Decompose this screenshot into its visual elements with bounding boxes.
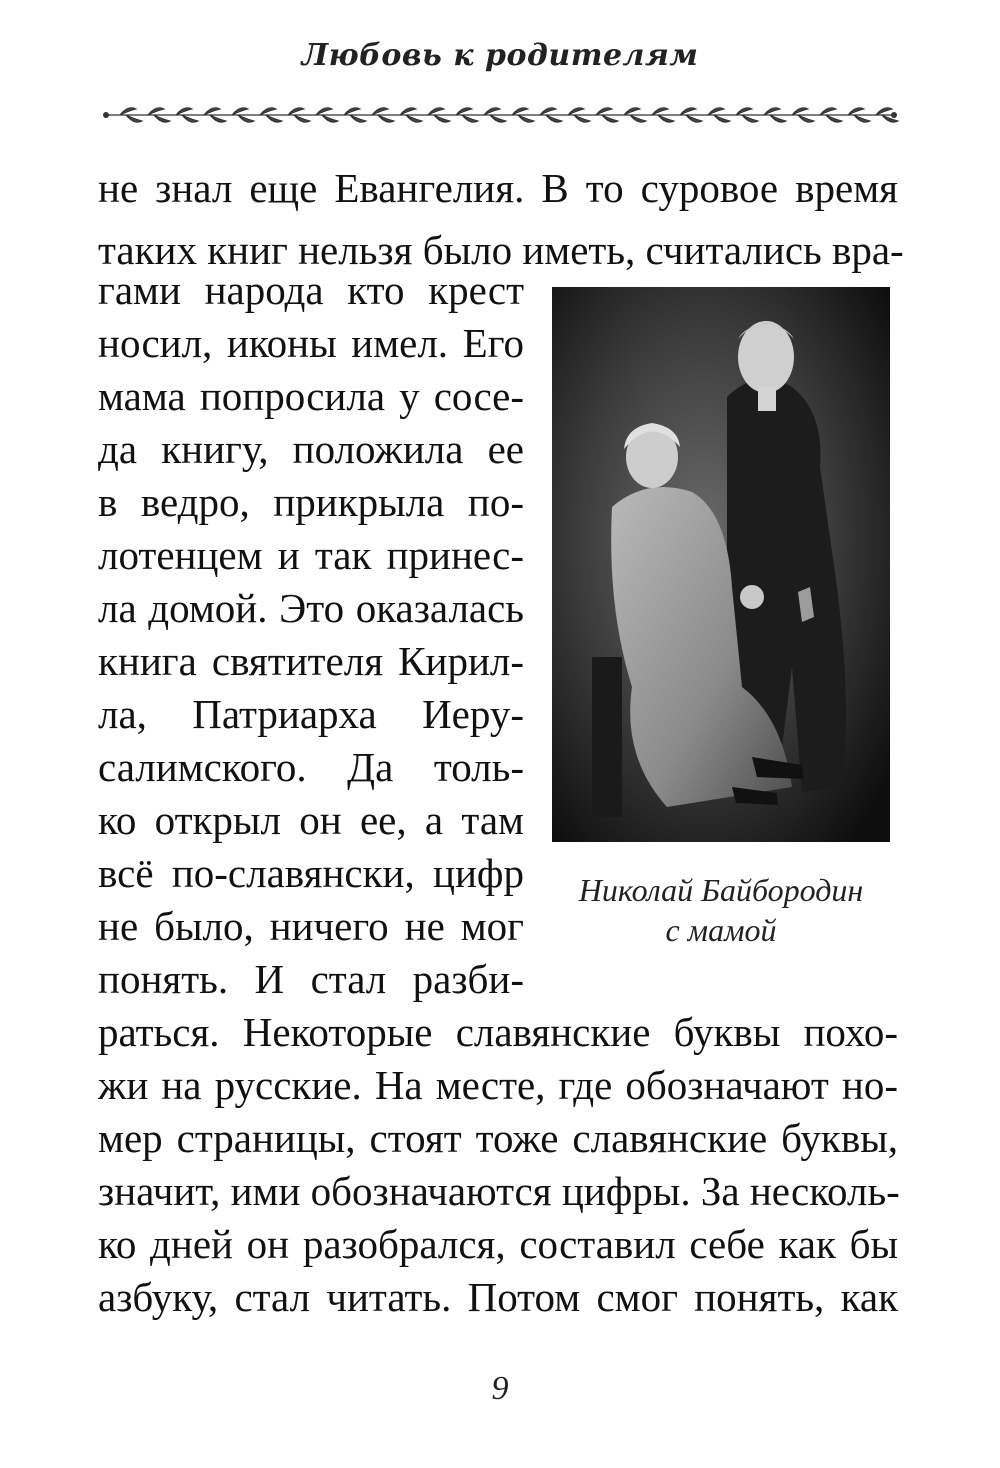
page-number: 9	[491, 1370, 509, 1407]
text-line: ко открыл он ее, а там	[98, 797, 524, 843]
leaf-ornament	[176, 108, 192, 115]
leaf-ornament	[764, 108, 780, 115]
text-line: не знал еще Евангелия. В то суровое время	[98, 165, 898, 211]
text-line: в ведро, прикрыла по-	[98, 479, 524, 525]
leaf-ornament	[204, 108, 220, 115]
leaf-ornament	[714, 115, 730, 122]
leaf-ornament	[686, 115, 702, 122]
leaf-ornament	[854, 115, 870, 122]
photo-illustration	[552, 287, 890, 842]
text-line: раться. Некоторые славянские буквы похо-	[98, 1009, 898, 1055]
leaf-ornament	[540, 108, 556, 115]
leaf-ornament	[826, 115, 842, 122]
text-line: значит, ими обозначаются цифры. За несколь-	[98, 1168, 900, 1214]
decorative-vine-divider	[100, 95, 900, 135]
leaf-ornament	[484, 108, 500, 115]
leaf-ornament	[456, 108, 472, 115]
leaf-ornament	[232, 108, 248, 115]
leaf-ornament	[848, 108, 864, 115]
leaf-ornament	[406, 115, 422, 122]
leaf-ornament	[434, 115, 450, 122]
leaf-ornament	[876, 108, 892, 115]
leaf-ornament	[798, 115, 814, 122]
leaf-ornament	[680, 108, 696, 115]
leaf-ornament	[316, 108, 332, 115]
text-line: мер страницы, стоят тоже славянские буквы,	[98, 1115, 898, 1161]
text-line: мама попросила у сосе-	[98, 373, 524, 419]
text-line: азбуку, стал читать. Потом смог понять, как	[98, 1274, 898, 1320]
leaf-ornament	[322, 115, 338, 122]
leaf-ornament	[350, 115, 366, 122]
leaf-ornament	[126, 115, 142, 122]
leaf-ornament	[462, 115, 478, 122]
text-line: жи на русские. На месте, где обозначают но-	[98, 1062, 898, 1108]
leaf-ornament	[210, 115, 226, 122]
leaf-ornament	[400, 108, 416, 115]
leaf-ornament	[512, 108, 528, 115]
leaf-ornament	[596, 108, 612, 115]
leaf-ornament	[490, 115, 506, 122]
leaf-ornament	[378, 115, 394, 122]
leaf-ornament	[568, 108, 584, 115]
leaf-ornament	[238, 115, 254, 122]
leaf-ornament	[266, 115, 282, 122]
text-line: ла домой. Это оказалась	[98, 585, 524, 631]
text-line: таких книг нельзя было иметь, считались вра-	[98, 227, 904, 273]
text-line: ла, Патриарха Иеру-	[98, 691, 524, 737]
leaf-ornament	[658, 115, 674, 122]
leaf-ornament	[770, 115, 786, 122]
text-line: книга святителя Кирил-	[98, 638, 524, 684]
leaf-ornament	[372, 108, 388, 115]
text-line: гами народа кто крест	[98, 267, 524, 313]
leaf-ornament	[652, 108, 668, 115]
leaf-ornament	[820, 108, 836, 115]
leaf-ornament	[428, 108, 444, 115]
text-line: не было, ничего не мог	[98, 903, 524, 949]
text-line: ко дней он разобрался, составил себе как бы	[98, 1221, 898, 1267]
text-line: салимского. Да толь-	[98, 744, 524, 790]
leaf-ornament	[736, 108, 752, 115]
leaf-ornament	[154, 115, 170, 122]
leaf-ornament	[344, 108, 360, 115]
leaf-ornament	[624, 108, 640, 115]
leaf-ornament	[260, 108, 276, 115]
photo-caption: с мамой	[665, 912, 777, 948]
text-line: всё по-славянски, цифр	[98, 850, 524, 896]
leaf-ornament	[574, 115, 590, 122]
text-line: носил, иконы имел. Его	[98, 320, 524, 366]
leaf-ornament	[602, 115, 618, 122]
leaf-ornament	[288, 108, 304, 115]
leaf-ornament	[630, 115, 646, 122]
leaf-ornament	[182, 115, 198, 122]
portrait-photo	[552, 287, 890, 842]
leaf-ornament	[546, 115, 562, 122]
text-line: понять. И стал разби-	[98, 956, 524, 1002]
leaf-ornament	[148, 108, 164, 115]
leaf-ornament	[708, 108, 724, 115]
leaf-ornament	[792, 108, 808, 115]
leaf-ornament	[518, 115, 534, 122]
text-line: лотенцем и так принес-	[98, 532, 524, 578]
leaf-ornament	[120, 108, 136, 115]
text-line: да книгу, положила ее	[98, 426, 524, 472]
photo-caption: Николай Байбородин	[578, 872, 864, 908]
leaf-ornament	[294, 115, 310, 122]
running-title: Любовь к родителям	[301, 38, 699, 73]
leaf-ornament	[742, 115, 758, 122]
